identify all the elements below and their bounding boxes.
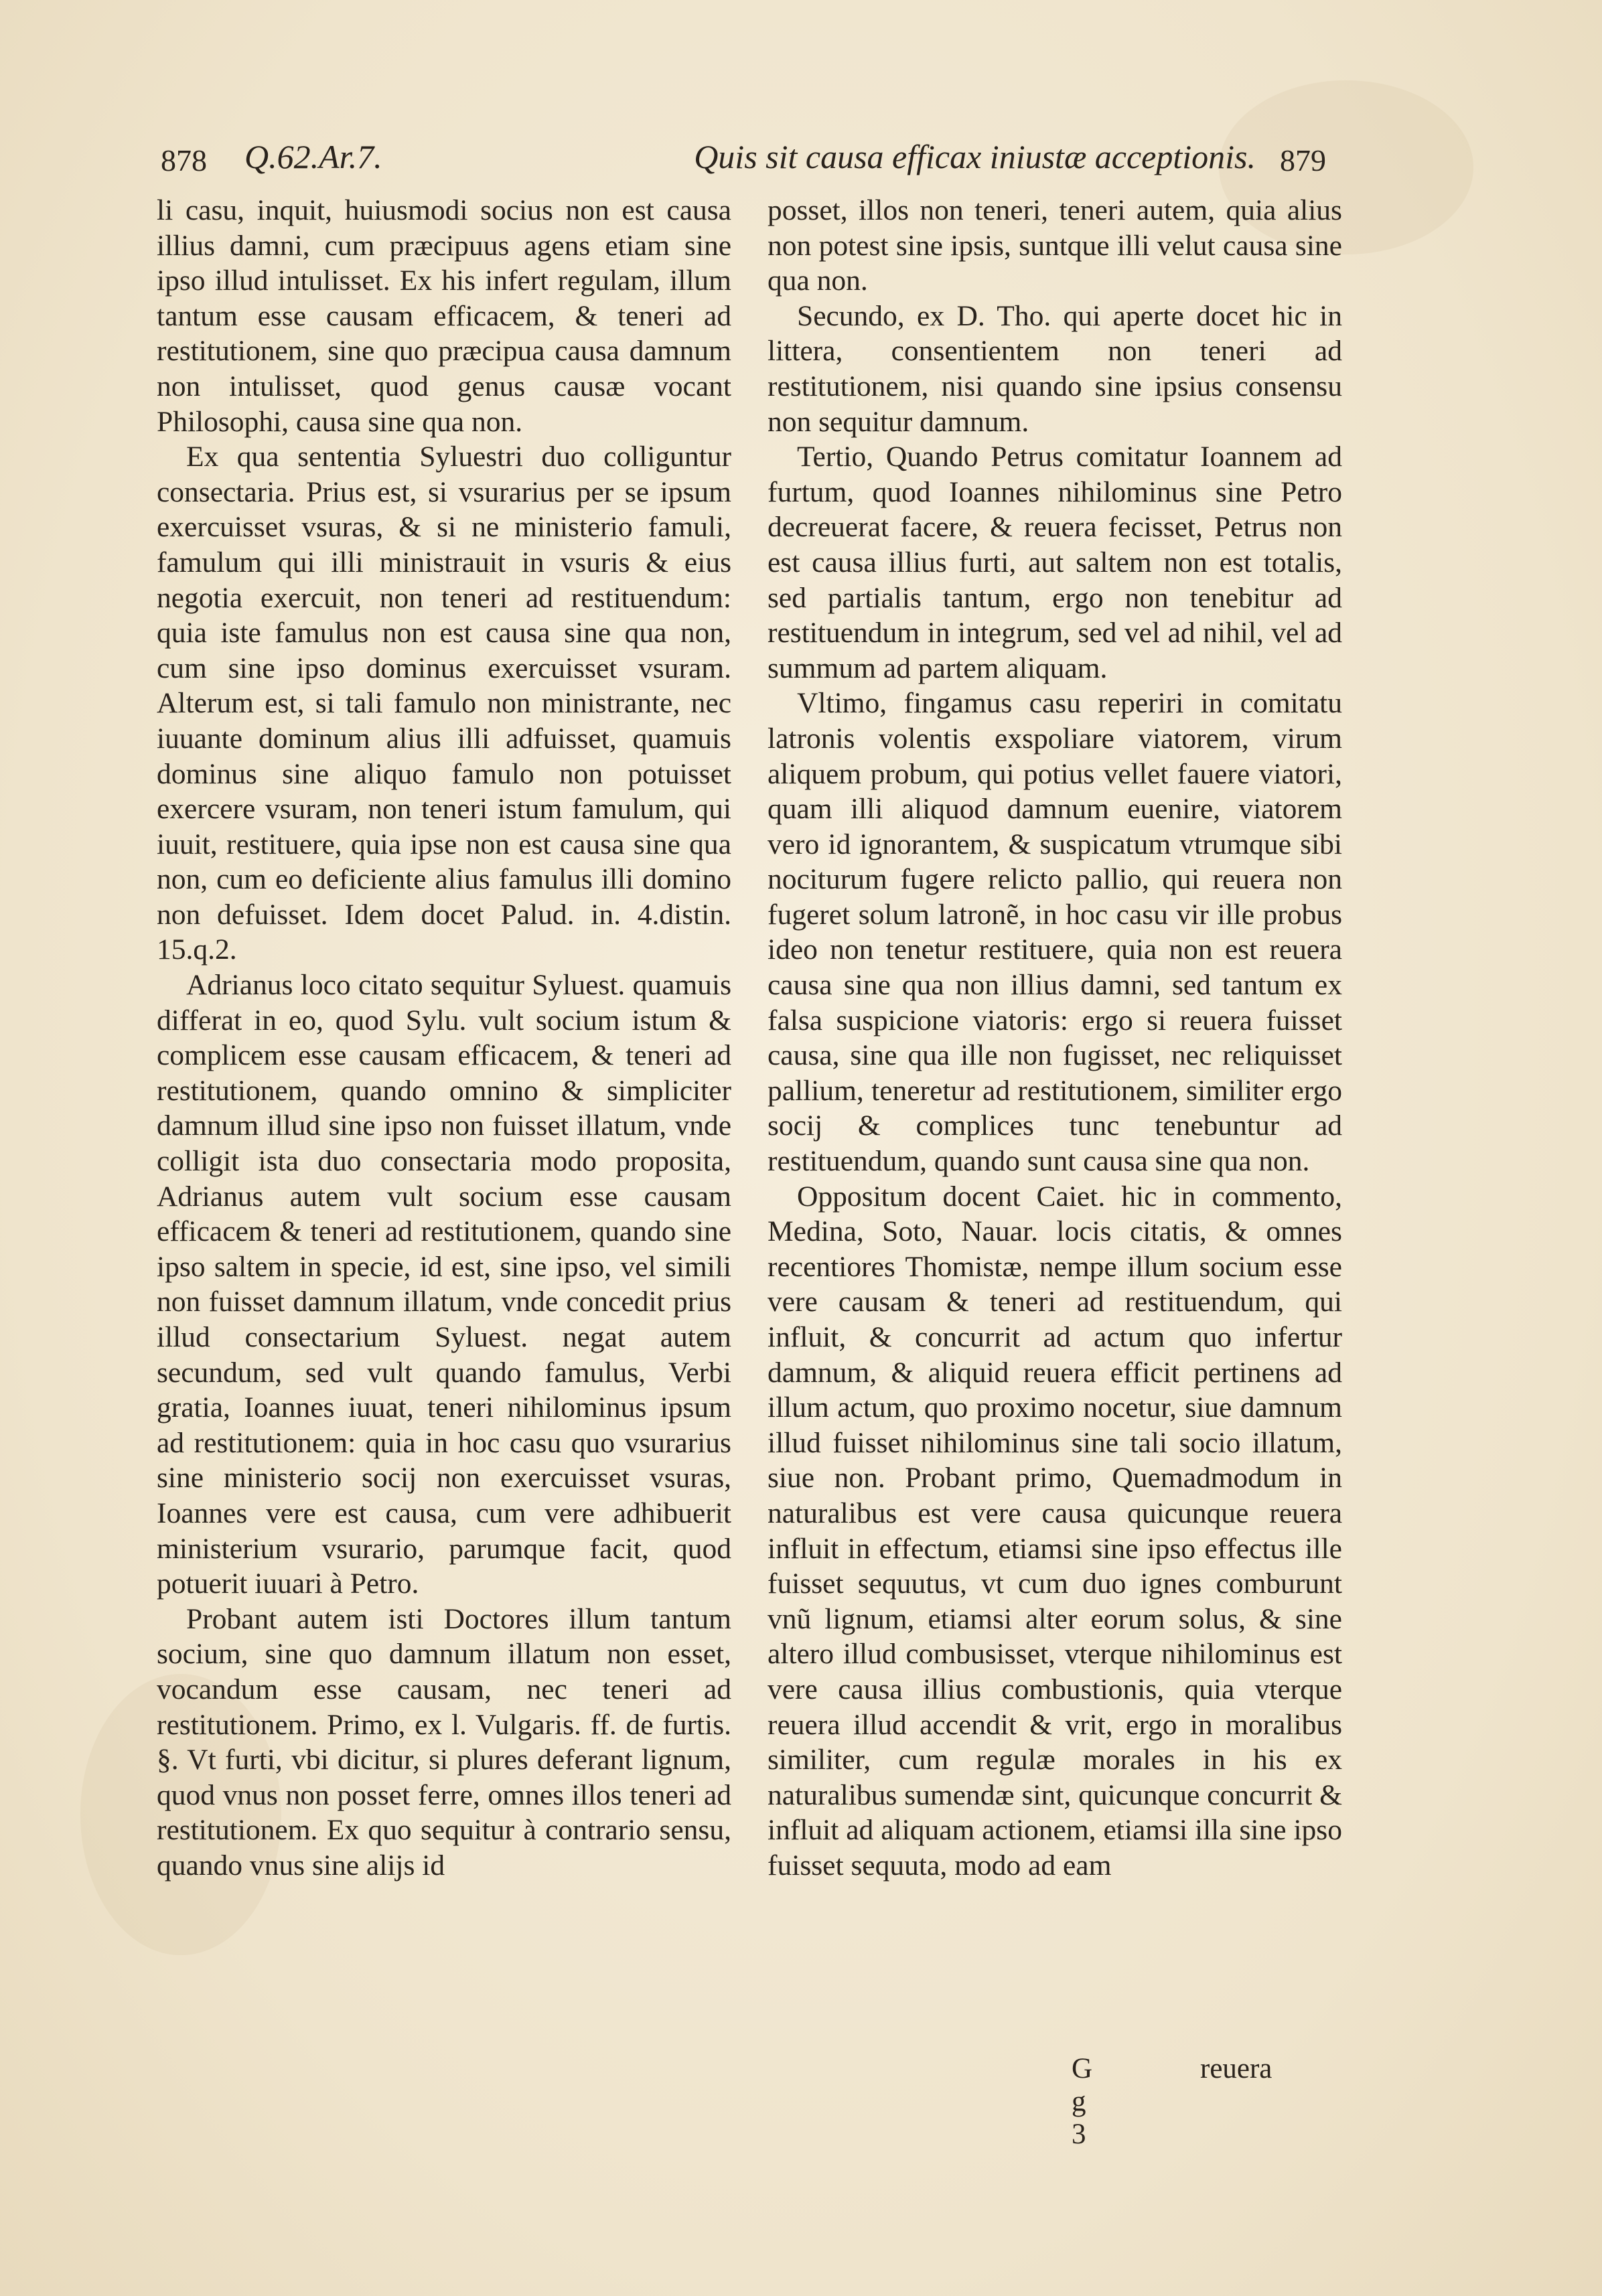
paragraph: Ex qua sententia Syluestri duo colliguntur consectaria. Prius est, si vsurarius per se ipsum exercuisset vsuras, & si ne ministerio famuli, famulum qui illi ministrauit in vsuris & eius negotia exercuit, non teneri ad restituendum: quia iste famulus non est causa sine qua non, cum sine ipso dominus exercuisset vsuram. Alterum est, si tali famulo non ministrante, nec iuuante dominum alius illi adfuisset, quamuis dominus sine aliquo famulo non potuisset exercere vsuram, non teneri istum famulum, qui iuuit, restituere, quia ipse non est causa sine qua non, cum eo deficiente alius famulus illi domino non defuisset. Idem docet Palud. in. 4.distin. 15.q.2. xyxy=(157,441,731,966)
right-text-column xyxy=(768,193,1342,1884)
question-article-reference: Q.62.Ar.7. xyxy=(244,138,382,175)
paragraph: Secundo, ex D. Tho. qui aperte docet hic in littera, consentientem non teneri ad restitutionem, nisi quando sine ipsius consensu non sequitur damnum. xyxy=(768,299,1342,438)
signature-mark: G g 3 xyxy=(1072,2053,1093,2150)
paragraph: Probant autem isti Doctores illum tantum socium, sine quo damnum illatum non esset, vocandum esse causam, nec teneri ad restitutionem. Primo, ex l. Vulgaris. ff. de furtis. §. Vt furti, vbi dicitur, si plures deferant lignum, quod vnus non posset ferre, omnes illos teneri ad restitutionem. Ex quo sequitur à contrario sensu, quando vnus sine alijs id xyxy=(157,1602,731,1882)
left-text-column xyxy=(157,193,731,1884)
right-page-number: 879 xyxy=(1280,143,1326,177)
paragraph: Tertio, Quando Petrus comitatur Ioannem ad furtum, quod Ioannes nihilominus sine Petro decreuerat facere, & reuera fecisset, Petrus non est causa illius furti, aut saltem non est totalis, sed partialis tantum, ergo non tenebitur ad restituendum in integrum, sed vel ad nihil, vel ad summum ad partem aliquam. xyxy=(768,441,1342,684)
paragraph: Adrianus loco citato sequitur Syluest. quamuis differat in eo, quod Sylu. vult socium istum & complicem esse causam efficacem, & teneri ad restitutionem, quando omnino & simpliciter damnum illud sine ipso non fuisset illatum, vnde colligit ista duo consectaria modo proposita, Adrianus autem vult socium esse causam efficacem & teneri ad restitutionem, quando sine ipso saltem in specie, id est, sine ipso, vel simili non fuisset damnum illatum, vnde concedit prius illud consectarium Syluest. negat autem secundum, sed vult quando famulus, Verbi gratia, Ioannes iuuat, teneri nihilominus ipsum ad restitutionem: quia in hoc casu quo vsurarius sine ministerio socij non exercuisset vsuras, Ioannes vere est causa, cum vere adhibuerit ministerium vsurario, parumque facit, quod potuerit iuuari à Petro. xyxy=(157,969,731,1600)
running-header xyxy=(161,131,1326,191)
left-page-number: 878 xyxy=(161,143,207,177)
running-title: Quis sit causa efficax iniustæ acceptionis. xyxy=(694,138,1256,175)
paragraph: posset, illos non teneri, teneri autem, quia alius non potest sine ipsis, suntque illi velut causa sine qua non. xyxy=(768,194,1342,297)
paragraph: li casu, inquit, huiusmodi socius non est causa illius damni, cum præcipuus agens etiam sine ipso illud intulisset. Ex his infert regulam, illum tantum esse causam efficacem, & teneri ad restitutionem, sine quo præcipua causa damnum non intulisset, quod genus causæ vocant Philosophi, causa sine qua non. xyxy=(157,194,731,438)
paragraph: Vltimo, fingamus casu reperiri in comitatu latronis volentis exspoliare viatorem, virum aliquem probum, qui potius vellet fauere viatori, quam illi aliquod damnum euenire, viatorem vero id ignorantem, & suspicatum vtrumque sibi nociturum fugere relicto pallio, qui reuera non fugeret solum latronẽ, in hoc casu vir ille probus ideo non tenetur restituere, quia non est reuera causa sine qua non illius damni, sed tantum ex falsa suspicione viatoris: ergo si reuera fuisset causa, sine qua ille non fugisset, nec reliquisset pallium, teneretur ad restitutionem, similiter ergo socij & complices tunc tenebuntur ad restituendum, quando sunt causa sine qua non. xyxy=(768,687,1342,1178)
paragraph: Oppositum docent Caiet. hic in commento, Medina, Soto, Nauar. locis citatis, & omnes recentiores Thomistæ, nempe illum socium esse vere causam & teneri ad restituendum, qui influit, & concurrit ad actum quo infertur damnum, & aliquid reuera efficit pertinens ad illum actum, quo proximo nocetur, siue damnum illud fuisset nihilominus sine tali socio illatum, siue non. Probant primo, Quemadmodum in naturalibus est vere causa quicunque reuera influit in effectum, etiamsi sine ipso effectus ille fuisset sequutus, vt cum duo ignes comburunt vnũ lignum, etiamsi alter eorum solus, & sine altero illud combusisset, vterque nihilominus est vere causa illius combustionis, quia vterque reuera illud accendit & vrit, ergo in moralibus similiter, cum regulæ morales in his ex naturalibus sumendæ sint, quicunque concurrit & influit ad aliquam actionem, etiamsi illa sine ipso fuisset sequuta, modo ad eam xyxy=(768,1180,1342,1882)
catchword: reuera xyxy=(1200,2053,1272,2084)
